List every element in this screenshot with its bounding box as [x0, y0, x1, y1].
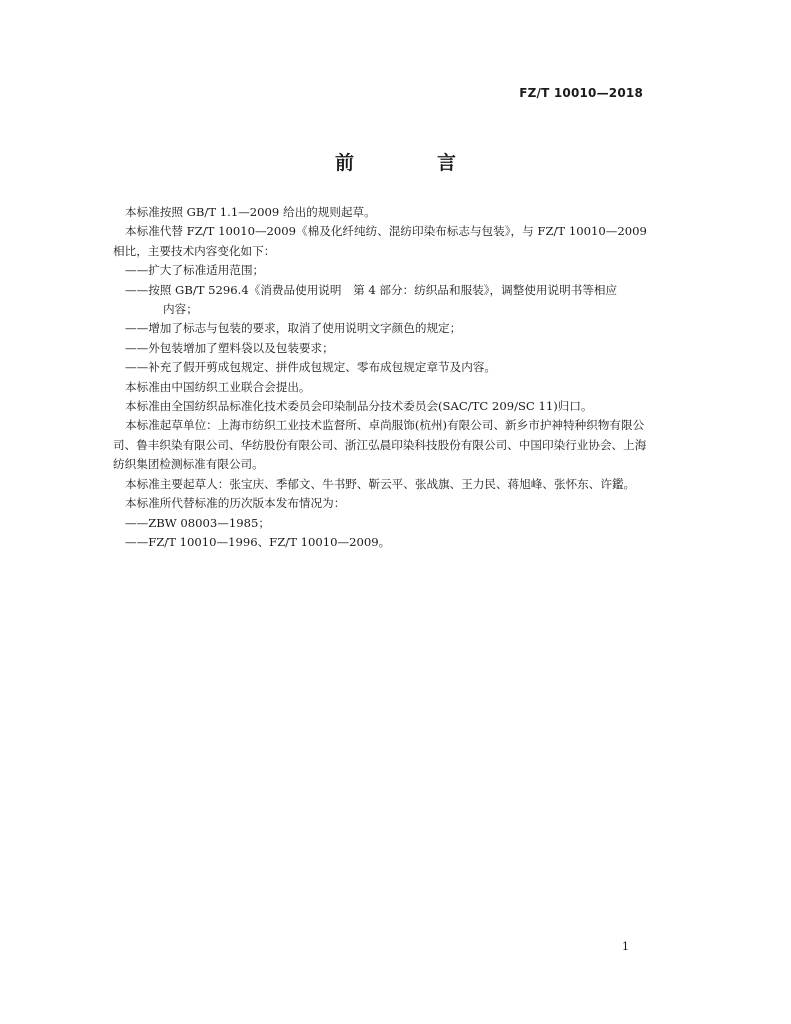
paragraph-committee: 本标准由全国纺织品标准化技术委员会印染制品分技术委员会(SAC/TC 209/SC 11)归口。	[125, 399, 593, 414]
document-code: FZ/T 10010—2018	[519, 86, 643, 100]
page-number: 1	[622, 940, 629, 953]
change-item-instructions-cont: 内容；	[163, 302, 198, 317]
change-item-packaging: ——外包装增加了塑料袋以及包装要求；	[125, 340, 334, 355]
foreword-body	[113, 203, 647, 552]
paragraph-drafters: 本标准主要起草人：张宝庆、季郁文、牛书野、靳云平、张战旗、王力民、蒋旭峰、张怀东、许鑑。	[125, 476, 636, 491]
paragraph-history: 本标准所代替标准的历次版本发布情况为：	[125, 496, 346, 511]
change-item-baling: ——补充了假开剪成包规定、拼件成包规定、零布成包规定章节及内容。	[125, 360, 497, 375]
paragraph-proposer: 本标准由中国纺织工业联合会提出。	[125, 379, 311, 394]
paragraph-drafting-units: 本标准起草单位：上海市纺织工业技术监督所、卓尚服饰(杭州)有限公司、新乡市护神特种织物有限公司、鲁丰织染有限公司、华纺股份有限公司、浙江弘晨印染科技股份有限公司、中国印染行业协会、上海纺织集团检测标准有限公司。	[113, 418, 647, 472]
history-item-1985: ——ZBW 08003—1985；	[125, 515, 270, 530]
change-item-marking: ——增加了标志与包装的要求，取消了使用说明文字颜色的规定；	[125, 321, 462, 336]
paragraph-drafting-rules: 本标准按照 GB/T 1.1—2009 给出的规则起草。	[125, 205, 376, 219]
history-item-1996-2009: ——FZ/T 10010—1996、FZ/T 10010—2009。	[125, 534, 391, 549]
paragraph-replacement: 本标准代替 FZ/T 10010—2009《棉及化纤纯纺、混纺印染布标志与包装》，与 FZ/T 10010—2009 相比，主要技术内容变化如下：	[113, 224, 647, 258]
section-title: 前 言	[334, 152, 488, 174]
change-item-scope: ——扩大了标准适用范围；	[125, 263, 265, 278]
change-item-instructions: ——按照 GB/T 5296.4《消费品使用说明 第 4 部分：纺织品和服装》，调整使用说明书等相应	[125, 282, 618, 297]
